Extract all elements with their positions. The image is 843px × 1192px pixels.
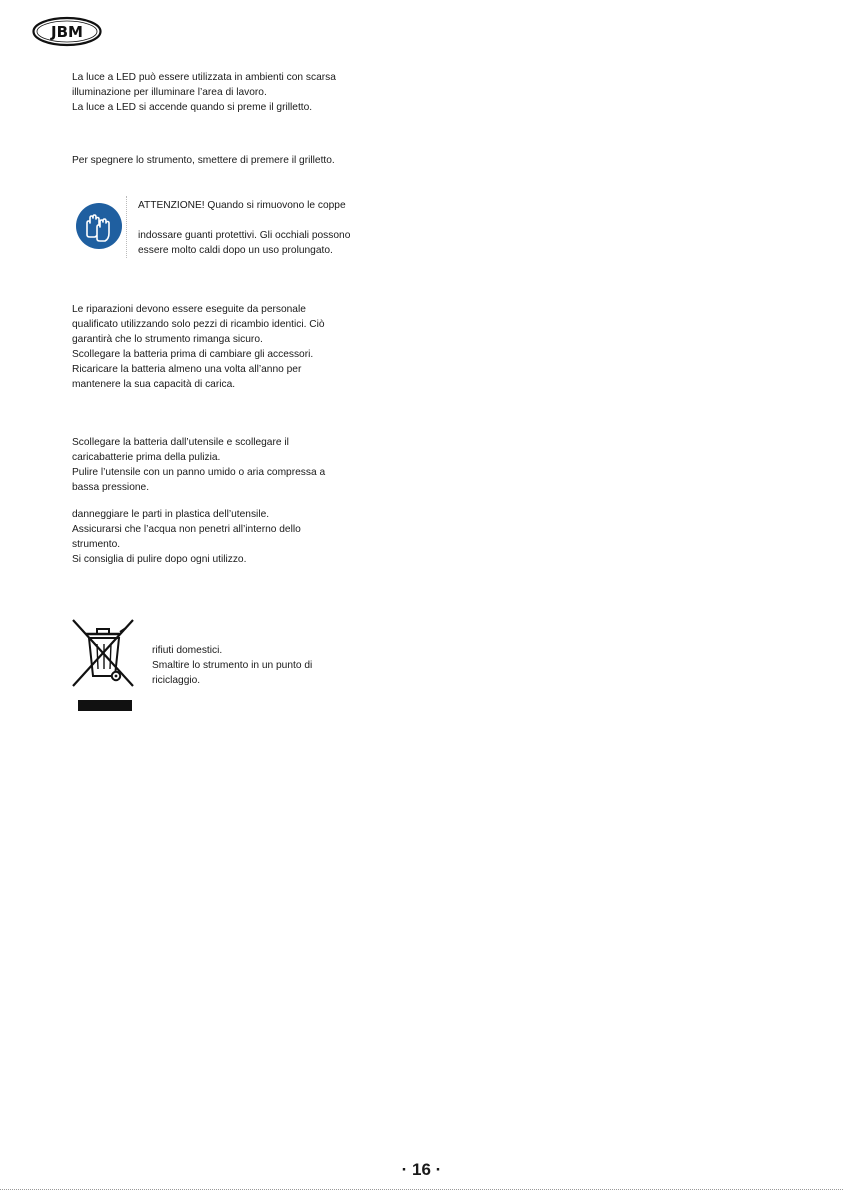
cleaning-paragraph <box>72 435 412 495</box>
text-line: Si consiglia di pulire dopo ogni utilizzo. <box>72 554 247 565</box>
text-line: Pulire l’utensile con un panno umido o aria compressa a <box>72 467 326 478</box>
text-line: bassa pressione. <box>72 482 150 493</box>
warning-paragraph <box>138 198 398 258</box>
bottom-rule <box>0 1189 843 1190</box>
text-line: Per spegnere lo strumento, smettere di premere il grilletto. <box>72 155 335 166</box>
text-line: Assicurarsi che l’acqua non penetri all’interno dello <box>72 524 301 535</box>
text-line: Scollegare la batteria dall’utensile e scollegare il <box>72 437 289 448</box>
jbm-logo <box>32 16 102 47</box>
disposal-paragraph <box>152 643 392 688</box>
text-line: danneggiare le parti in plastica dell’utensile. <box>72 509 270 520</box>
text-line: Ricaricare la batteria almeno una volta all’anno per <box>72 364 302 375</box>
text-line: Smaltire lo strumento in un punto di <box>152 660 313 671</box>
text-line: La luce a LED si accende quando si preme il grilletto. <box>72 102 313 113</box>
cleaning-notes-paragraph <box>72 507 412 567</box>
text-line: strumento. <box>72 539 121 550</box>
warning-divider <box>126 196 127 258</box>
text-line: Le riparazioni devono essere eseguite da personale <box>72 304 306 315</box>
text-line: caricabatterie prima della pulizia. <box>72 452 221 463</box>
text-line: illuminazione per illuminare l’area di lavoro. <box>72 87 267 98</box>
page-number: · 16 · <box>401 1160 442 1179</box>
text-line: Scollegare la batteria prima di cambiare gli accessori. <box>72 349 314 360</box>
text-line: garantirà che lo strumento rimanga sicuro. <box>72 334 263 345</box>
svg-text:JBM: JBM <box>51 23 83 41</box>
led-light-paragraph <box>72 70 412 115</box>
maintenance-paragraph <box>72 302 412 392</box>
switch-off-paragraph <box>72 153 412 168</box>
text-line: ATTENZIONE! Quando si rimuovono le coppe <box>138 200 346 211</box>
text-line: qualificato utilizzando solo pezzi di ricambio identici. Ciò <box>72 319 325 330</box>
text-line: essere molto caldi dopo un uso prolungato. <box>138 245 333 256</box>
text-line: riciclaggio. <box>152 675 201 686</box>
crossed-out-wheelie-bin-icon <box>70 614 136 714</box>
text-line: indossare guanti protettivi. Gli occhiali possono <box>138 230 351 241</box>
text-line: La luce a LED può essere utilizzata in ambienti con scarsa <box>72 72 336 83</box>
text-line: rifiuti domestici. <box>152 645 223 656</box>
text-line: mantenere la sua capacità di carica. <box>72 379 236 390</box>
gloves-mandatory-icon <box>75 202 123 250</box>
